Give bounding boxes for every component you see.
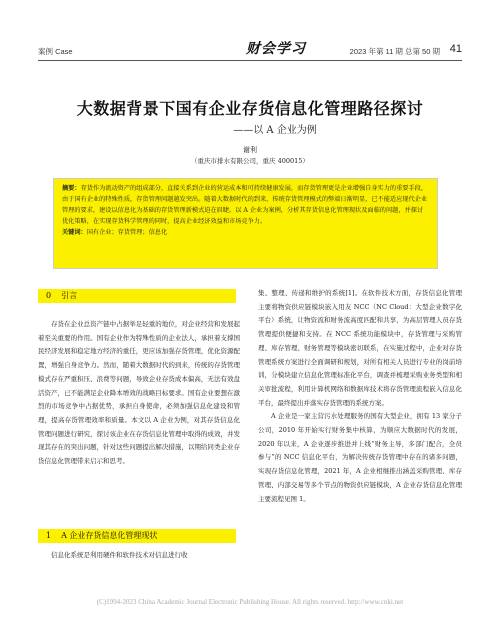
copyright-footer: (C)1994-2023 China Academic Journal Electronic Publishing House. All rights reserved. http://www.cnki.net	[96, 598, 404, 606]
paragraph: 存货在企业总资产链中占据举足轻重的地位，对企业经营和发展起着至关重要的作用。国有企业作为特殊性质的企业法人，承担着支撑国民经济发展和稳定地方经济的重任，更应该加强存货管理，优化资源配置，增强自身竞争力。然而，随着大数据时代的到来，传统的存货管理模式存在严重积压、浪费等问题，导致企业存货成本偏高，无法有效盘活资产，已不能满足企业降本增效的战略目标要求。国有企业要想在激烈的市场竞争中占据优势，承担自身使命，必须加强信息化建设和管理，提高存货管理效率和质量。本文以 A 企业为例，对其存货信息化管理问题进行研究，探讨该企业在存货信息化管理中取得的成效，并发现其存在的突出问题，针对这些问题提出解决措施，以期给同类企业存货信息化管理带来启示和思考。	[38, 320, 240, 466]
author-affiliation: （重庆市排水有限公司，重庆 400015）	[191, 157, 309, 165]
section-title: A 企业存货信息化管理现状	[61, 531, 158, 540]
page-header	[38, 38, 462, 60]
author-name: 谢利	[243, 146, 257, 154]
section-label: 案例 Case	[38, 47, 73, 56]
paragraph: 信息化系统是利用硬件和软件技术对信息进行收	[51, 551, 188, 559]
right-column-body	[258, 287, 462, 506]
section-number: 0	[46, 291, 52, 300]
journal-logo: 财会学习	[246, 41, 306, 57]
section-title: 引言	[61, 291, 78, 300]
paragraph: 集、整理、传递和维护的系统[1]。在软件技术方面，存货信息化管理主要将物资供应链模块嵌入用友 NCC（NC Cloud：大型企业数字化平台）系统，让物资流和财务流高度匹配和共享，为高层管理人员存货管理提供便捷和支持。在 NCC 系统功能模块中，存货管理与采购管理、库存管理、财务管理等模块密切联系，在实施过程中，企业对存货管理系统方案进行全面调研和规划，对所有相关人员进行专业的岗前培训，分模块建立信息化管理标准化平台，调查并梳理采购业务类型和相关审批流程，利用计算机网络和数据库技术将存货管理流程嵌入信息化平台，最终提出并落实存货管理的系统方案。	[258, 289, 462, 407]
section-heading-status	[38, 529, 236, 543]
abstract-text: 存货作为流动资产的组成部分，直接关系到企业的营运成本和可持续健康发展，而存货管理更是企业增强自身实力的重要手段，由于国有企业的特殊性质，存货管理问题越发突出。随着大数据时代的到来，传统存货管理模式的弊端日渐明显，已不能适应现代企业管理的要求，建设以信息化为基础的存货管理新模式迫在眉睫。以 A 企业为案例，分析其存货信息化管理现状及面临的问题，并探讨优化策略，在实现存货科学管理的同时，提高企业经济效益和市场竞争力。	[62, 185, 428, 225]
article-title: 大数据背景下国有企业存货信息化管理路径探讨	[76, 99, 424, 118]
header-rule	[38, 60, 462, 61]
section-number: 1	[46, 531, 52, 540]
abstract-label: 摘要：	[62, 185, 81, 192]
abstract-box	[53, 178, 438, 269]
keywords-text: 国有企业；存货管理；信息化	[86, 229, 168, 236]
paragraph: A 企业是一家主营污水处理服务的国有大型企业，拥有 13 家分子公司，2010 年开始实行财务集中核算，为顺应大数据时代的发展，2020 年以来，A 企业逐步推进并上线“财务主导，多部门配合，全员参与”的 NCC 信息化平台，为解决传统存货管理中存在的诸多问题，实现存货信息化管理，2021 年，A 企业相继推出涵盖采购管理、库存管理、内部交易等多个节点的物资供应链模块，A 企业存货信息化管理主要流程见图 1。	[258, 412, 462, 503]
article-subtitle: ——以 A 企业为例	[233, 125, 317, 136]
issue-info: 2023 年第 11 期 总第 50 期	[349, 47, 440, 56]
section-heading-intro	[38, 289, 236, 303]
page-number: 41	[449, 43, 462, 55]
left-column-body-2	[38, 549, 240, 563]
keywords-label: 关键词：	[62, 229, 87, 236]
left-column-body	[38, 318, 240, 469]
